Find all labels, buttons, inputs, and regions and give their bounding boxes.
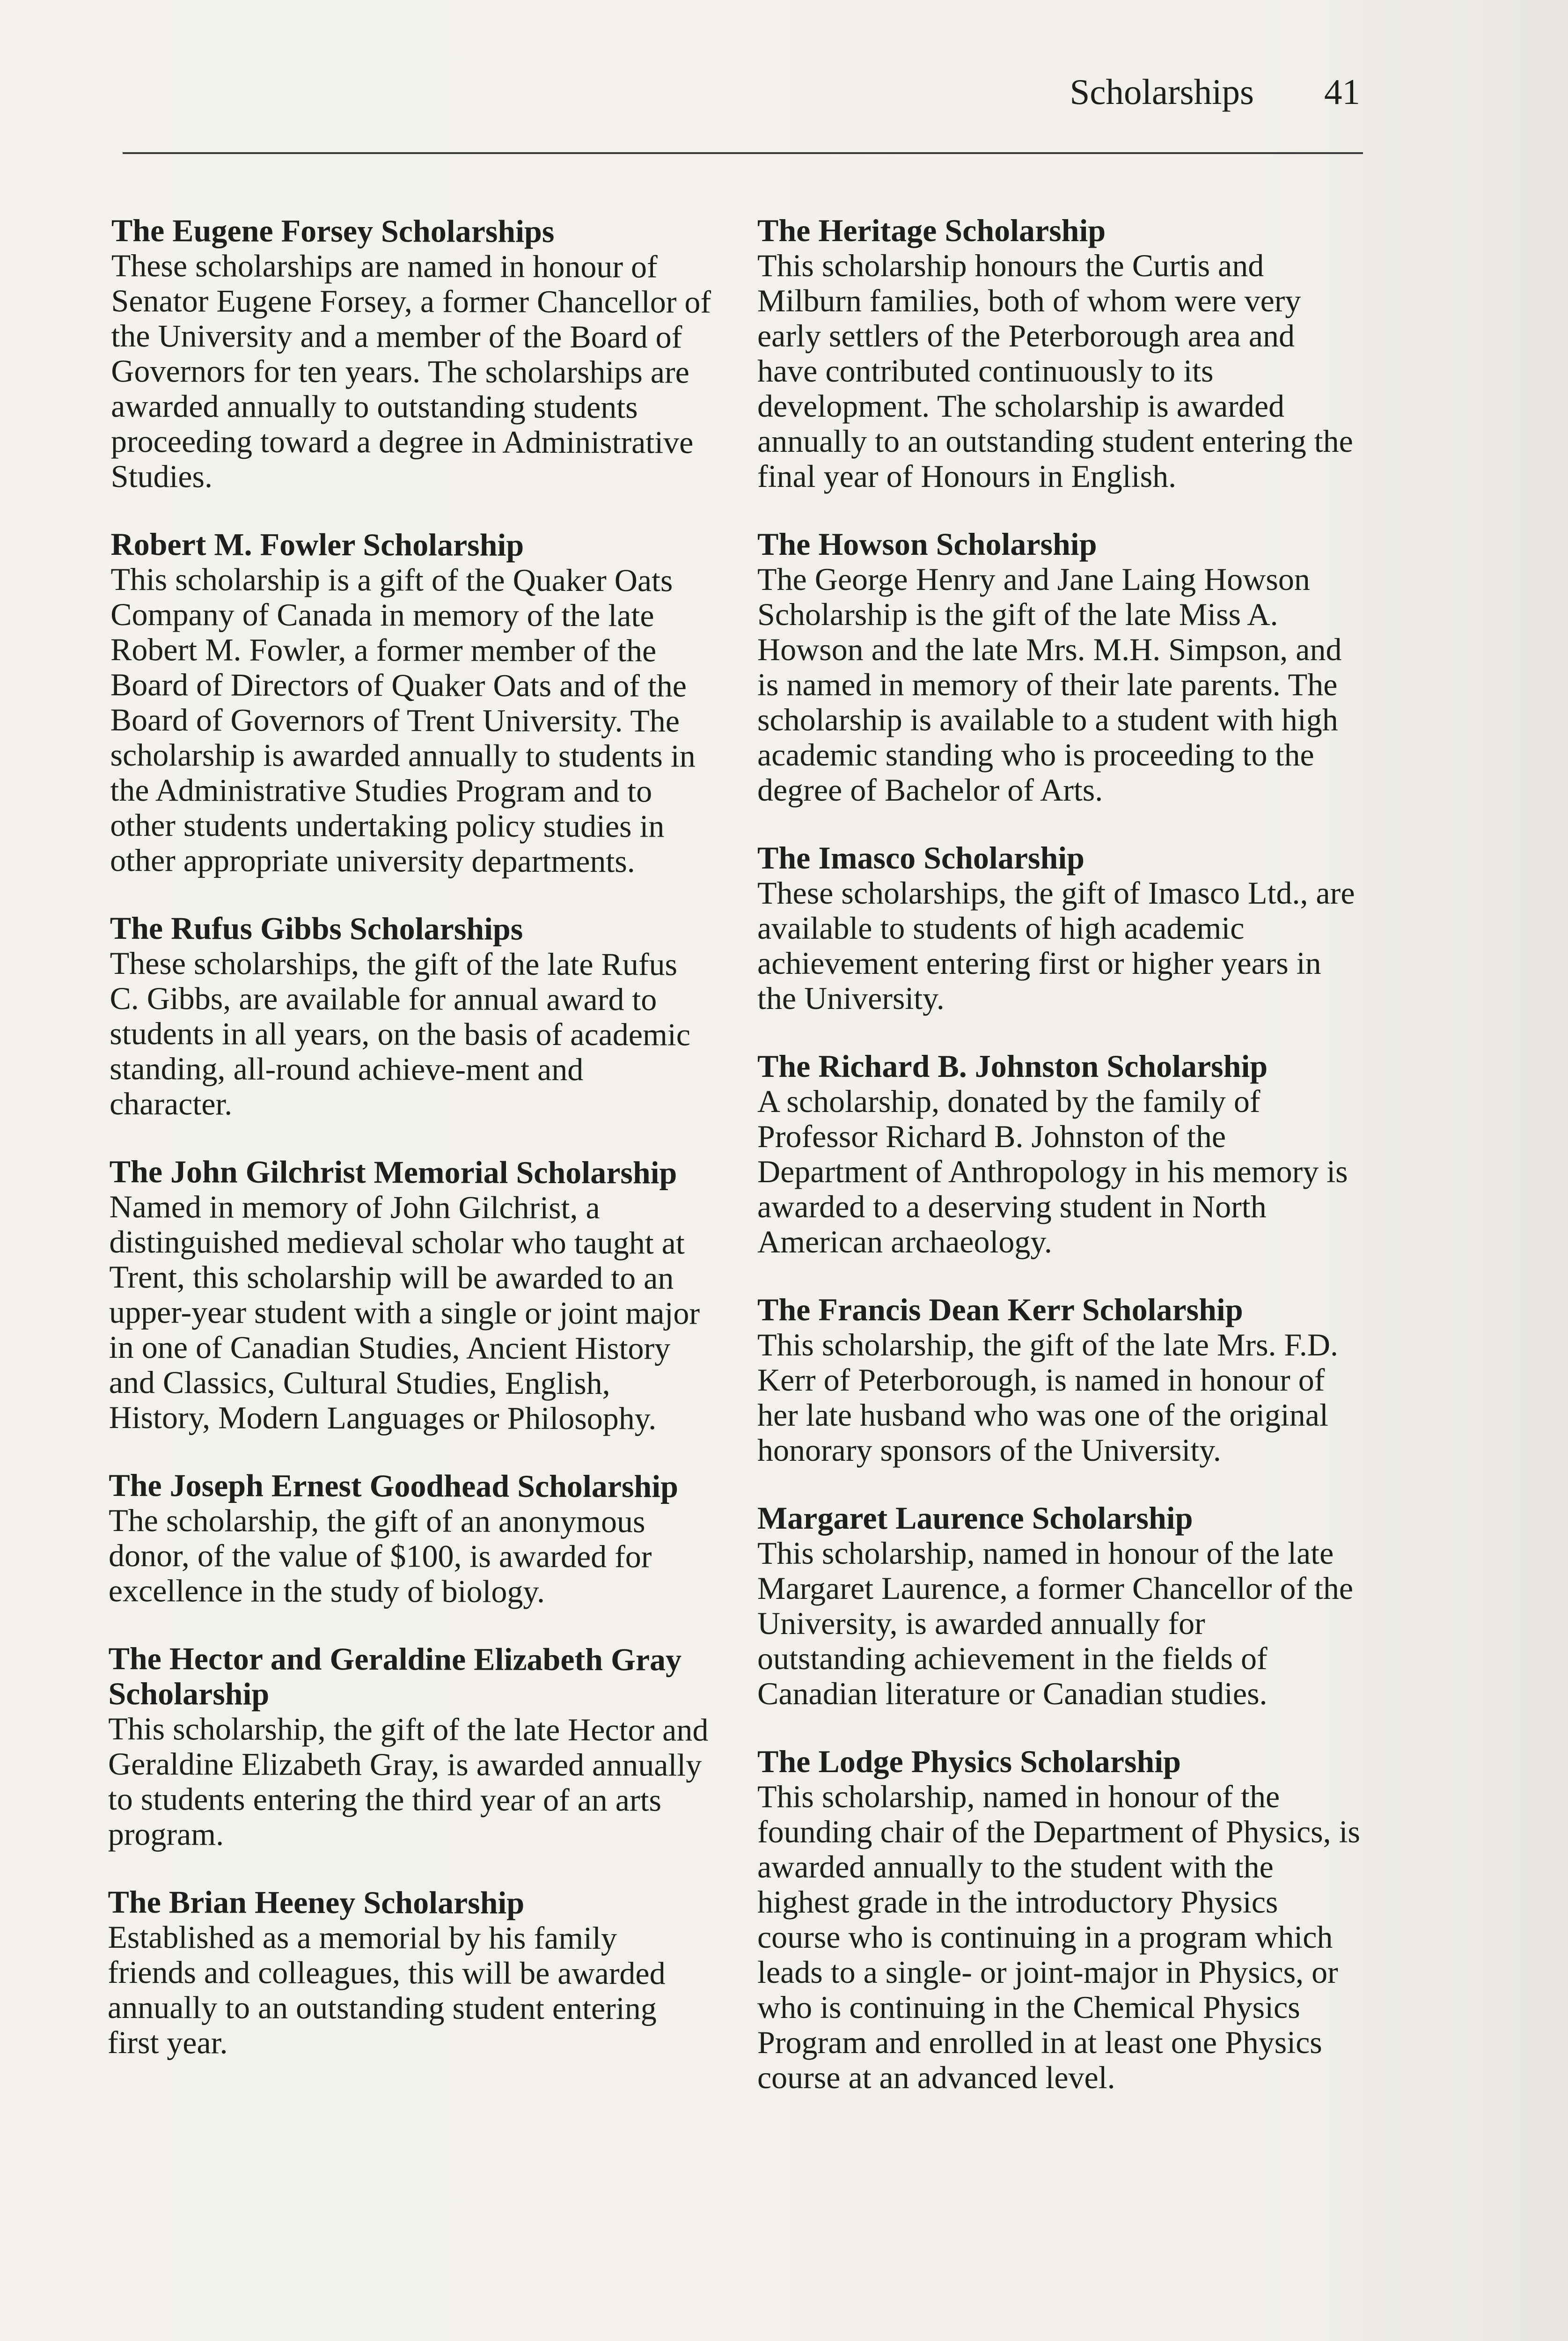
scholarship-description: The scholarship, the gift of an anonymous donor, of the value of $100, is awarded for excellence in the study of biology. — [108, 1502, 652, 1609]
scholarship-title: The Brian Heeney Scholarship — [108, 1884, 525, 1921]
scholarship-title: The Francis Dean Kerr Scholarship — [757, 1292, 1243, 1327]
scholarship-entry — [757, 1292, 1361, 1468]
scholarship-title: The Richard B. Johnston Scholarship — [757, 1048, 1268, 1084]
scholarship-description: This scholarship, named in honour of the late Margaret Laurence, a former Chancellor of the University, is awarded annually for outstanding achievement in the fields of Canadian literature or Canadian studies. — [757, 1535, 1354, 1711]
scholarship-entry — [757, 1501, 1361, 1711]
scholarship-title: The Howson Scholarship — [757, 526, 1097, 562]
scholarship-description: These scholarships are named in honour of Senator Eugene Forsey, a former Chancellor of the University and a member of the Board of Governors for ten years. The scholarships are awarded annually to outstanding students proceeding toward a degree in Administrative Studies. — [110, 247, 711, 494]
running-header — [1070, 74, 1360, 110]
scholarship-title: The Imasco Scholarship — [757, 840, 1084, 876]
scholarship-entry — [757, 527, 1361, 808]
scholarship-description: These scholarships, the gift of Imasco Ltd., are available to students of high academic achievement entering first or higher years in the University. — [757, 875, 1355, 1016]
scholarship-title: The Joseph Ernest Goodhead Scholarship — [109, 1467, 679, 1504]
scholarship-description: Named in memory of John Gilchrist, a distinguished medieval scholar who taught at Trent, this scholarship will be awarded to an upper-year student with a single or joint major in one of Canadian Studies, Ancient History and Classics, Cultural Studies, English, History, Modern Languages or Philosophy. — [109, 1188, 700, 1436]
scholarship-description: The George Henry and Jane Laing Howson Scholarship is the gift of the late Miss A. Howson and the late Mrs. M.H. Simpson, and is named in memory of their late parents. The scholarship is available to a student with high academic standing who is proceeding to the degree of Bachelor of Arts. — [757, 561, 1342, 808]
scholarship-entry — [757, 213, 1361, 494]
scholarship-title: The John Gilchrist Memorial Scholarship — [109, 1153, 677, 1191]
scholarship-description: Established as a memorial by his family friends and colleagues, this will be awarded annually to an outstanding student entering first year. — [107, 1919, 666, 2061]
scholarship-entry — [110, 527, 715, 879]
scholarship-title: The Heritage Scholarship — [757, 213, 1106, 248]
scholarship-description: This scholarship, the gift of the late Mrs. F.D. Kerr of Peterborough, is named in honour of her late husband who was one of the original honorary sponsors of the University. — [757, 1327, 1339, 1468]
scholarship-entry — [757, 840, 1361, 1016]
scholarship-entry — [110, 911, 714, 1123]
scholarship-entry — [111, 213, 715, 495]
scholarship-entry — [108, 1885, 712, 2061]
scholarship-description: This scholarship, named in honour of the founding chair of the Department of Physics, is awarded annually to the student with the highest grade in the introductory Physics course who is continuing in a program which leads to a single- or joint-major in Physics, or who is continuing in the Chemical Physics Program and enrolled in at least one Physics course at an advanced level. — [757, 1779, 1360, 2095]
scholarship-description: This scholarship is a gift of the Quaker Oats Company of Canada in memory of the late Robert M. Fowler, a former member of the Board of Directors of Quaker Oats and of the Board of Governors of Trent University. The scholarship is awarded annually to students in the Administrative Studies Program and to other students undertaking policy studies in other appropriate university departments. — [110, 561, 696, 879]
scholarship-title: Robert M. Fowler Scholarship — [110, 526, 524, 563]
scholarship-entry — [757, 1049, 1361, 1259]
scholarship-title: The Eugene Forsey Scholarships — [111, 213, 555, 249]
scholarship-title: Margaret Laurence Scholarship — [757, 1500, 1193, 1536]
scholarship-title: The Lodge Physics Scholarship — [757, 1744, 1181, 1779]
scholarship-title: The Hector and Geraldine Elizabeth Gray Scholarship — [108, 1640, 682, 1712]
scholarship-description: These scholarships, the gift of the late Rufus C. Gibbs, are available for annual award to students in all years, on the basis of academic standing, all-round achieve-ment and character. — [109, 945, 691, 1122]
scholarship-description: This scholarship, the gift of the late Hector and Geraldine Elizabeth Gray, is awarded annually to students entering the third year of an arts program. — [108, 1710, 709, 1852]
section-title: Scholarships — [1070, 72, 1254, 112]
header-rule — [123, 152, 1363, 154]
scholarship-entry — [108, 1641, 712, 1853]
scholarship-description: This scholarship honours the Curtis and Milburn families, both of whom were very early settlers of the Peterborough area and have contributed continuously to its development. The scholarship is awarded annually to an outstanding student entering the final year of Honours in English. — [757, 248, 1353, 494]
scholarship-entry — [109, 1154, 713, 1436]
page-number: 41 — [1324, 72, 1360, 112]
scholarship-description: A scholarship, donated by the family of Professor Richard B. Johnston of the Department of Anthropology in his memory is awarded to a deserving student in North American archaeology. — [757, 1083, 1348, 1259]
scholarship-title: The Rufus Gibbs Scholarships — [110, 910, 523, 947]
scholarship-entry — [757, 1744, 1361, 2095]
left-column — [108, 213, 715, 2094]
scholarship-entry — [109, 1468, 713, 1610]
right-column — [757, 213, 1361, 2128]
